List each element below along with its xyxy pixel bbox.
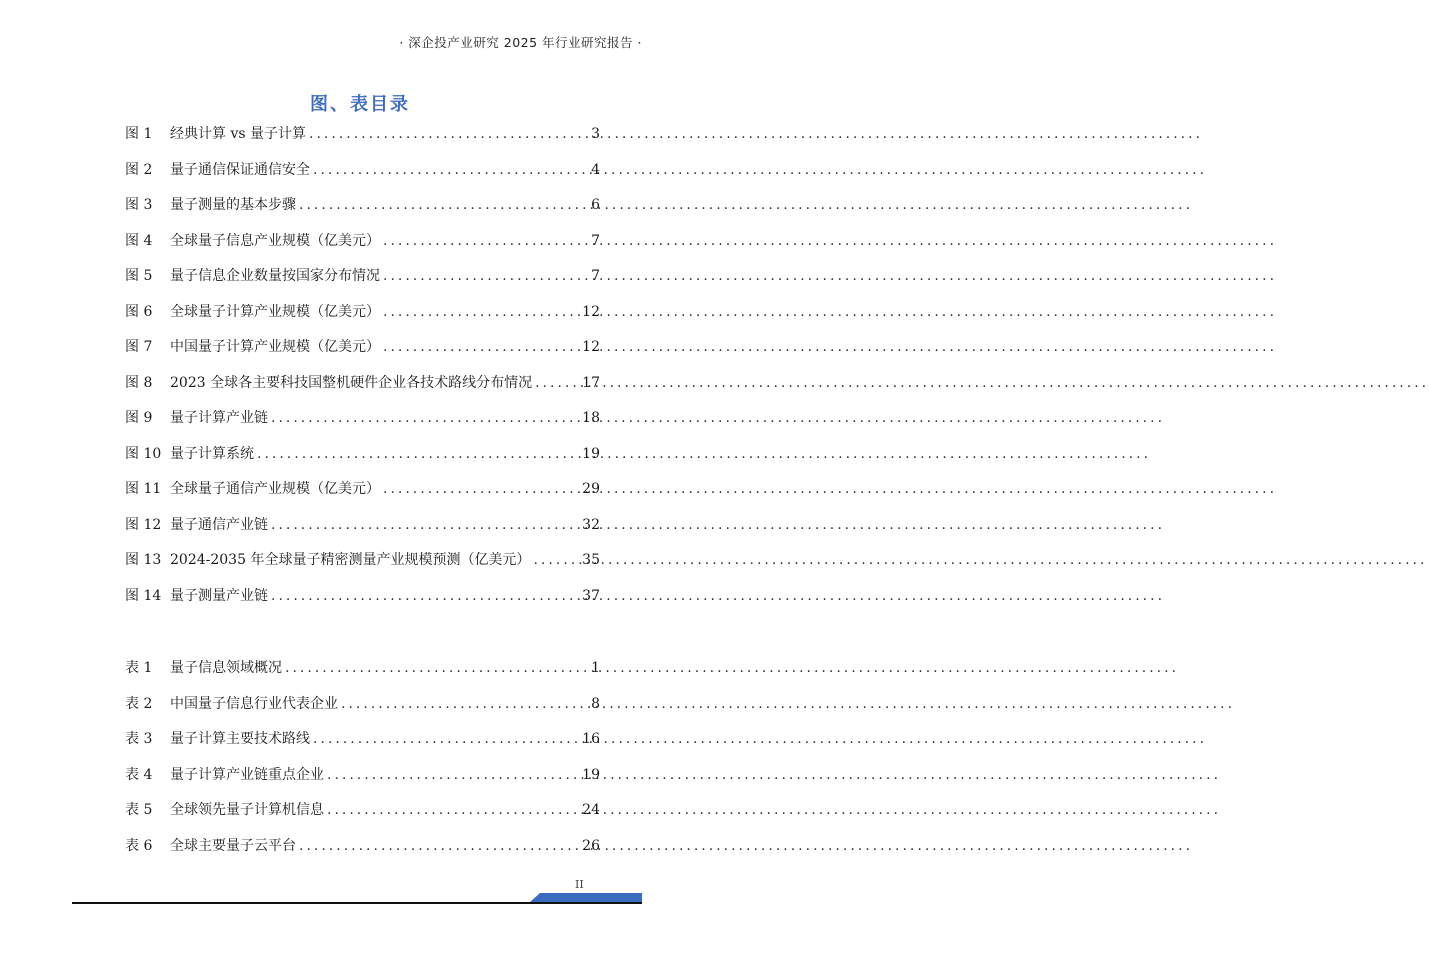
figure-label: 图 11	[125, 481, 162, 497]
figure-title: 量子信息企业数量按国家分布情况	[170, 268, 380, 284]
table-entry[interactable]	[125, 834, 600, 858]
figure-label: 图 8	[125, 374, 153, 391]
table-entry[interactable]	[125, 656, 600, 680]
dot-leader	[383, 477, 579, 501]
table-label: 表 2	[125, 695, 153, 712]
figure-entry[interactable]	[125, 477, 600, 501]
dot-leader	[257, 442, 579, 466]
figure-title: 量子计算产业链	[170, 410, 268, 426]
figure-entry[interactable]	[125, 335, 600, 359]
figure-title: 量子通信产业链	[170, 516, 268, 533]
figure-title: 经典计算 vs 量子计算	[170, 126, 306, 142]
figure-label: 图 2	[125, 161, 153, 178]
dot-leader	[313, 727, 579, 751]
dot-leader	[383, 229, 588, 253]
figure-entry[interactable]	[125, 406, 600, 430]
footer-accent-bar	[530, 893, 642, 902]
figure-page-number: 6	[591, 197, 600, 213]
figure-entry[interactable]	[125, 548, 600, 572]
figure-entry[interactable]	[125, 371, 600, 395]
dot-leader	[309, 122, 588, 146]
table-label: 表 6	[125, 837, 153, 854]
dot-leader	[271, 406, 579, 430]
figure-title: 量子计算系统	[170, 445, 254, 462]
dot-leader	[535, 371, 579, 395]
table-title: 量子信息领域概况	[170, 660, 282, 676]
figure-label: 图 5	[125, 268, 153, 284]
table-title: 量子计算主要技术路线	[170, 731, 310, 747]
figure-title: 全球量子通信产业规模（亿美元）	[170, 481, 380, 497]
dot-leader	[383, 300, 579, 324]
page-title: 图、表目录	[310, 94, 410, 115]
dot-leader	[271, 584, 579, 608]
figure-title: 中国量子计算产业规模（亿美元）	[170, 339, 380, 355]
footer-rule	[72, 902, 642, 904]
figure-page-number: 37	[582, 587, 600, 604]
figure-label: 图 10	[125, 445, 162, 462]
figure-label: 图 1	[125, 126, 153, 142]
table-title: 全球领先量子计算机信息	[170, 802, 324, 818]
dot-leader	[383, 264, 588, 288]
table-page-number: 8	[591, 695, 600, 712]
figure-entry[interactable]	[125, 513, 600, 537]
dot-leader	[299, 834, 579, 858]
figure-page-number: 35	[582, 552, 600, 568]
figure-label: 图 12	[125, 516, 162, 533]
figure-title: 量子测量的基本步骤	[170, 197, 296, 213]
dot-leader	[341, 692, 588, 716]
dot-leader	[285, 656, 588, 680]
figure-label: 图 7	[125, 339, 153, 355]
table-entry[interactable]	[125, 692, 600, 716]
figure-page-number: 12	[582, 339, 600, 355]
figure-page-number: 7	[591, 232, 600, 249]
table-label: 表 4	[125, 766, 153, 783]
figure-entry[interactable]	[125, 300, 600, 324]
table-label: 表 5	[125, 802, 153, 818]
dot-leader	[299, 193, 588, 217]
page-number: II	[575, 878, 584, 891]
figure-entry[interactable]	[125, 229, 600, 253]
figure-page-number: 7	[591, 268, 600, 284]
figure-entry[interactable]	[125, 264, 600, 288]
figure-entry[interactable]	[125, 158, 600, 182]
dot-leader	[313, 158, 588, 182]
figure-page-number: 4	[591, 161, 600, 178]
figure-page-number: 17	[582, 374, 600, 391]
table-title: 全球主要量子云平台	[170, 837, 296, 854]
table-label: 表 3	[125, 731, 153, 747]
figure-title: 全球量子计算产业规模（亿美元）	[170, 303, 380, 320]
dot-leader	[327, 798, 579, 822]
figure-page-number: 18	[582, 410, 600, 426]
table-page-number: 19	[582, 766, 600, 783]
dot-leader	[271, 513, 579, 537]
figure-label: 图 6	[125, 303, 153, 320]
table-title: 量子计算产业链重点企业	[170, 766, 324, 783]
figure-page-number: 3	[591, 126, 600, 142]
table-page-number: 24	[582, 802, 600, 818]
figure-label: 图 14	[125, 587, 162, 604]
figure-page-number: 32	[582, 516, 600, 533]
table-label: 表 1	[125, 660, 153, 676]
figure-page-number: 12	[582, 303, 600, 320]
figure-page-number: 29	[582, 481, 600, 497]
dot-leader	[327, 763, 579, 787]
figure-title: 2023 全球各主要科技国整机硬件企业各技术路线分布情况	[170, 374, 533, 391]
table-page-number: 26	[582, 837, 600, 854]
figure-entry[interactable]	[125, 193, 600, 217]
figure-label: 图 13	[125, 552, 162, 568]
figure-title: 量子测量产业链	[170, 587, 268, 604]
page-header: · 深企投产业研究 2025 年行业研究报告 ·	[399, 35, 642, 50]
table-entry[interactable]	[125, 763, 600, 787]
table-entry[interactable]	[125, 727, 600, 751]
table-page-number: 1	[591, 660, 600, 676]
figure-label: 图 3	[125, 197, 153, 213]
figure-title: 2024-2035 年全球量子精密测量产业规模预测（亿美元）	[170, 552, 531, 568]
table-title: 中国量子信息行业代表企业	[170, 695, 338, 712]
figure-title: 量子通信保证通信安全	[170, 161, 310, 178]
figure-page-number: 19	[582, 445, 600, 462]
figure-label: 图 4	[125, 232, 153, 249]
figure-entry[interactable]	[125, 584, 600, 608]
figure-entry[interactable]	[125, 122, 600, 146]
figure-title: 全球量子信息产业规模（亿美元）	[170, 232, 380, 249]
dot-leader	[533, 548, 579, 572]
table-entry[interactable]	[125, 798, 600, 822]
figure-label: 图 9	[125, 410, 153, 426]
figure-entry[interactable]	[125, 442, 600, 466]
dot-leader	[383, 335, 579, 359]
table-page-number: 16	[582, 731, 600, 747]
